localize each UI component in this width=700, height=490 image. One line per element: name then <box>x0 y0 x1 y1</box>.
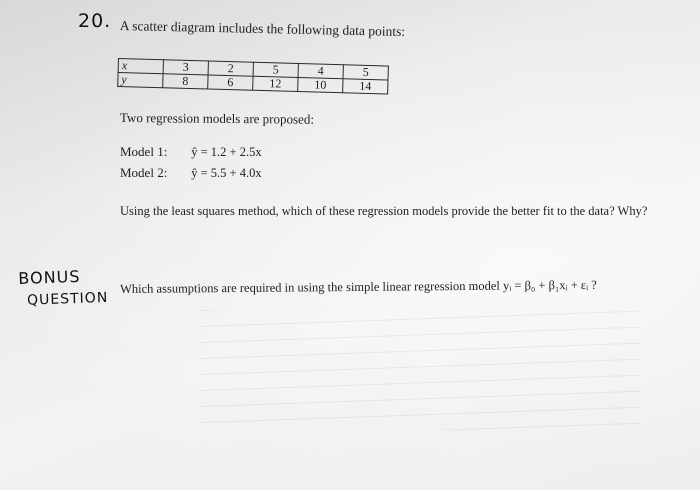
question-number: 20. <box>78 10 112 32</box>
least-squares-question: Using the least squares method, which of these regression models provide the better fit to the data? Why? <box>120 204 648 218</box>
table-cell-y-1: 8 <box>163 74 208 89</box>
model-2-label: Model 2: <box>120 165 168 180</box>
model-1-label: Model 1: <box>120 144 168 159</box>
table-cell-x-1: 3 <box>163 60 208 75</box>
table-cell-x-4: 4 <box>298 64 343 79</box>
table-cell-y-5: 14 <box>343 79 388 94</box>
model-1 <box>120 144 262 160</box>
question-intro: A scatter diagram includes the following data points: <box>119 18 406 39</box>
table-cell-y-4: 10 <box>298 78 343 93</box>
table-cell-x-3: 5 <box>253 62 298 77</box>
bonus-label-line-2: QUESTION <box>26 289 109 309</box>
table-cell-x-5: 5 <box>343 65 388 80</box>
table-header-x: x <box>118 59 163 74</box>
model-1-equation: ŷ = 1.2 + 2.5x <box>191 145 262 159</box>
table-cell-x-2: 2 <box>208 61 253 76</box>
show-through-texture <box>200 310 640 430</box>
table-cell-y-2: 6 <box>208 75 253 90</box>
bonus-label <box>18 265 109 312</box>
table-header-y: y <box>118 73 163 88</box>
model-2 <box>120 165 262 181</box>
model-2-equation: ŷ = 5.5 + 4.0x <box>191 166 262 180</box>
bonus-label-line-1: BONUS <box>18 266 81 288</box>
data-points-table <box>117 58 389 95</box>
bonus-question: Which assumptions are required in using the simple linear regression model yᵢ = β₀ + β₁xᵢ + εᵢ ? <box>120 277 597 296</box>
table-cell-y-3: 12 <box>253 76 298 91</box>
models-intro: Two regression models are proposed: <box>119 110 315 127</box>
